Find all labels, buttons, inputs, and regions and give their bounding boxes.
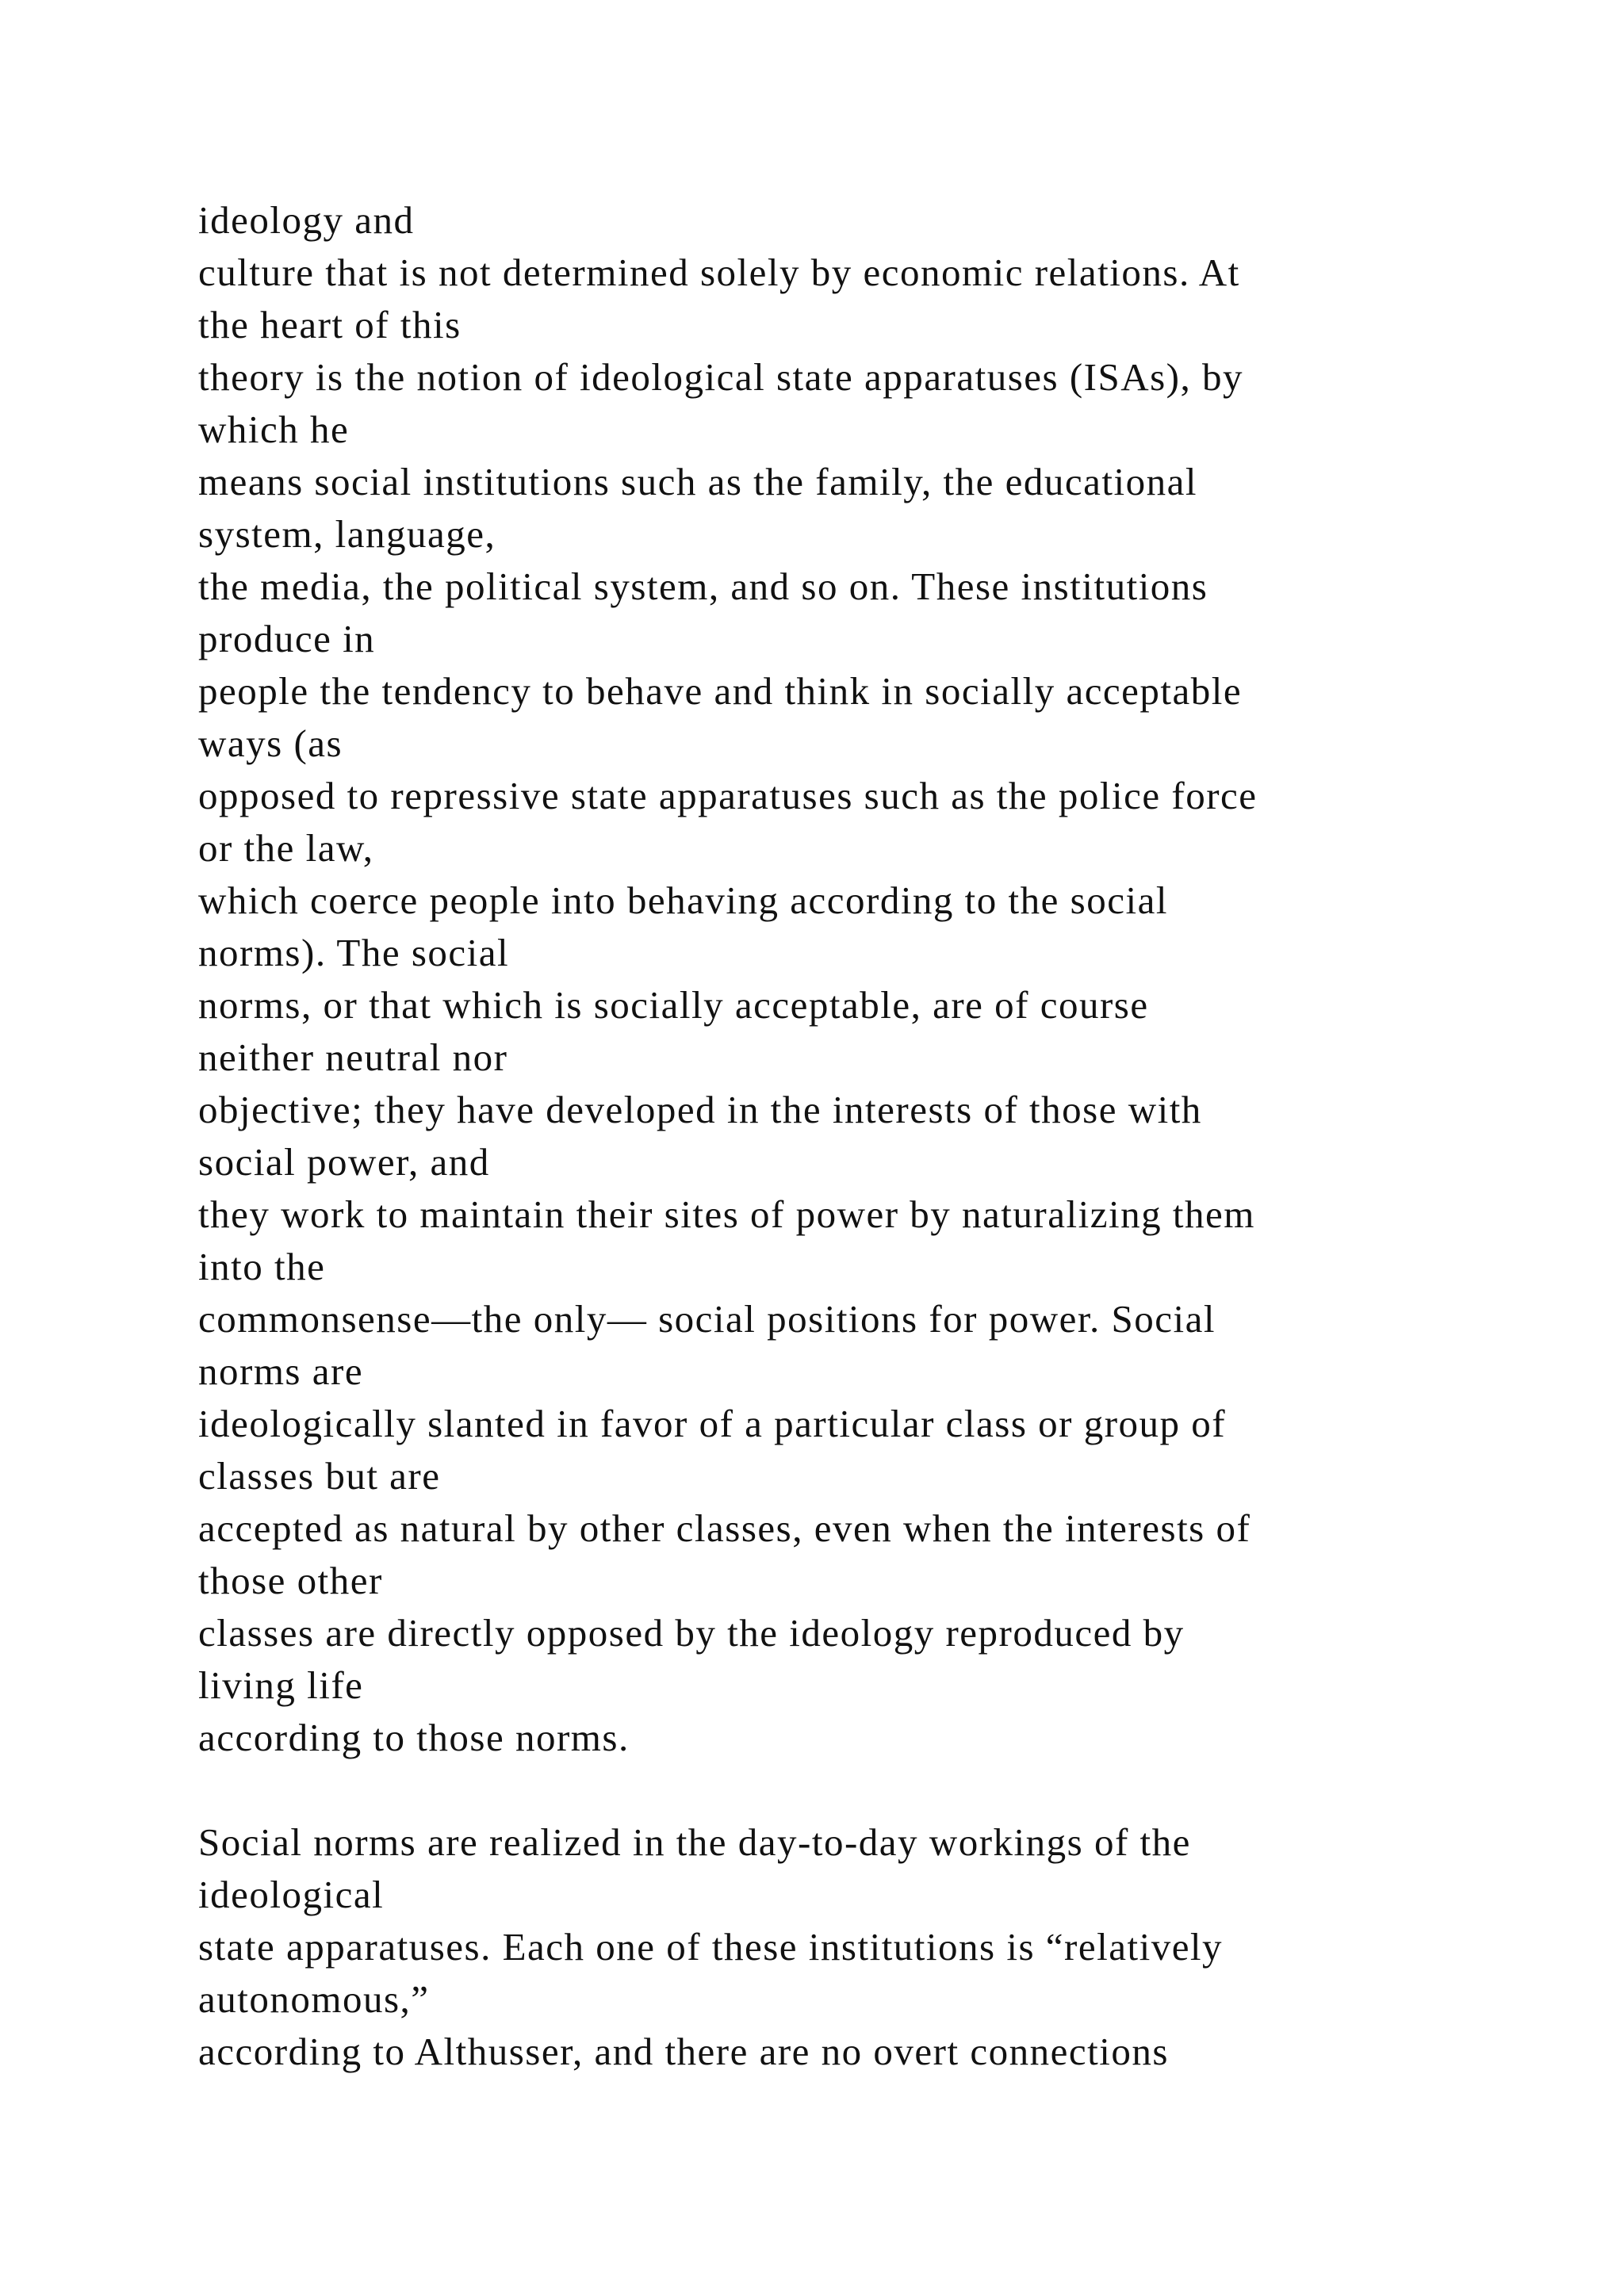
text-line: or the law, — [198, 826, 374, 870]
text-line: according to those norms. — [198, 1716, 630, 1759]
text-line: the heart of this — [198, 303, 462, 346]
text-line: the media, the political system, and so on. These institutions — [198, 564, 1208, 608]
text-line: norms are — [198, 1349, 364, 1393]
text-line: theory is the notion of ideological state apparatuses (ISAs), by — [198, 355, 1243, 399]
text-line: classes but are — [198, 1454, 441, 1498]
text-line: social power, and — [198, 1140, 490, 1184]
text-line: ideology and — [198, 198, 415, 242]
text-line: neither neutral nor — [198, 1035, 508, 1079]
text-line: objective; they have developed in the interests of those with — [198, 1088, 1202, 1131]
text-line: produce in — [198, 617, 376, 660]
text-line: according to Althusser, and there are no overt connections — [198, 2030, 1169, 2073]
text-line: they work to maintain their sites of power by naturalizing them — [198, 1192, 1255, 1236]
text-line: system, language, — [198, 512, 496, 556]
text-line: people the tendency to behave and think in socially acceptable — [198, 669, 1243, 713]
text-line: classes are directly opposed by the ideology reproduced by — [198, 1611, 1185, 1655]
text-line: which coerce people into behaving according to the social — [198, 878, 1168, 922]
paragraph-break — [198, 1764, 1507, 1816]
text-line: norms). The social — [198, 931, 510, 974]
body-text — [198, 194, 1507, 2078]
text-line: state apparatuses. Each one of these institutions is “relatively — [198, 1925, 1224, 1969]
text-line: ideologically slanted in favor of a particular class or group of — [198, 1402, 1227, 1445]
text-line: means social institutions such as the family, the educational — [198, 460, 1197, 503]
text-line: those other — [198, 1559, 383, 1602]
text-line: norms, or that which is socially acceptable, are of course — [198, 983, 1149, 1027]
text-line: living life — [198, 1663, 364, 1707]
text-line: Social norms are realized in the day-to-day workings of the — [198, 1820, 1191, 1864]
text-line: into the — [198, 1245, 326, 1288]
text-line: accepted as natural by other classes, even when the interests of — [198, 1506, 1251, 1550]
text-line: autonomous,” — [198, 1977, 430, 2021]
text-line: which he — [198, 408, 350, 451]
text-line: commonsense—the only— social positions for power. Social — [198, 1297, 1216, 1341]
text-line: ways (as — [198, 721, 343, 765]
text-line: opposed to repressive state apparatuses such as the police force — [198, 774, 1258, 817]
text-line: ideological — [198, 1873, 385, 1916]
text-line: culture that is not determined solely by economic relations. At — [198, 251, 1240, 294]
